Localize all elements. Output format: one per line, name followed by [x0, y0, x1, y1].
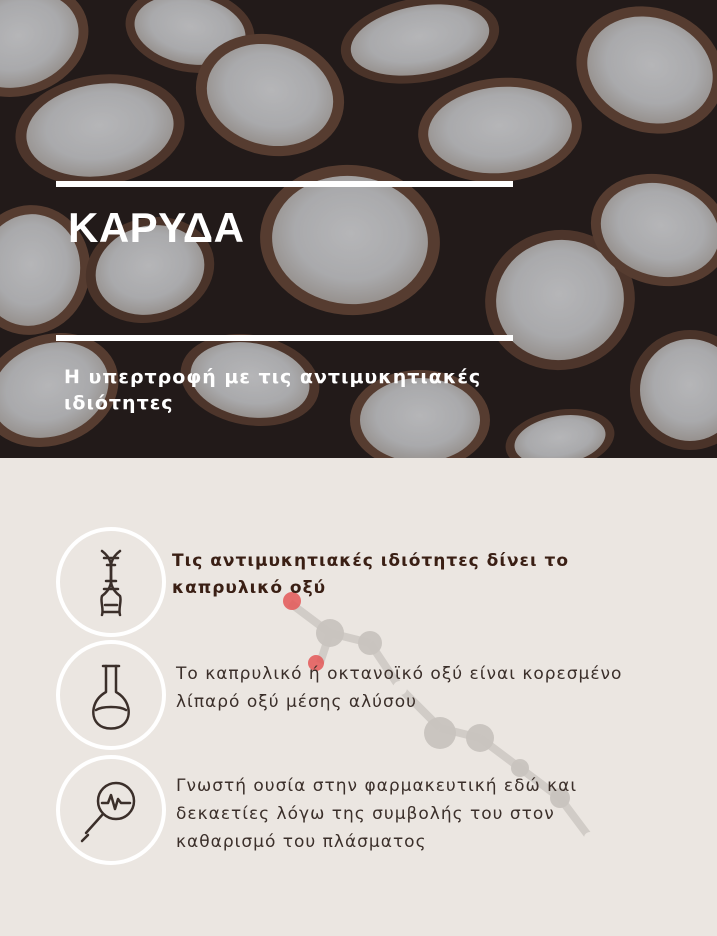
hero-section: [0, 0, 717, 458]
feature-text-pharma: Γνωστή ουσία στην φαρμακευτική εδώ και δεκαετίες λόγω της συμβολής του στον καθαρισμό του πλάσματος: [176, 776, 578, 852]
page-title: ΚΑΡΥΔΑ: [68, 204, 245, 251]
feature-text-octanoic: Το καπρυλικό ή οκτανοϊκό οξύ είναι κορεσμένο λίπαρό οξύ μέσης αλύσου: [176, 664, 623, 712]
magnifier-icon: [56, 755, 166, 865]
flask-icon: [56, 640, 166, 750]
feature-text-caprylic: Τις αντιμυκητιακές ιδιότητες δίνει το καπρυλικό οξύ: [172, 551, 570, 598]
dna-icon: [56, 527, 166, 637]
page-subtitle: Η υπερτροφή με τις αντιμυκητιακές ιδιότητες: [64, 366, 482, 414]
features-section: [0, 458, 717, 936]
title-divider-top: [56, 181, 513, 187]
title-divider-bottom: [56, 335, 513, 341]
